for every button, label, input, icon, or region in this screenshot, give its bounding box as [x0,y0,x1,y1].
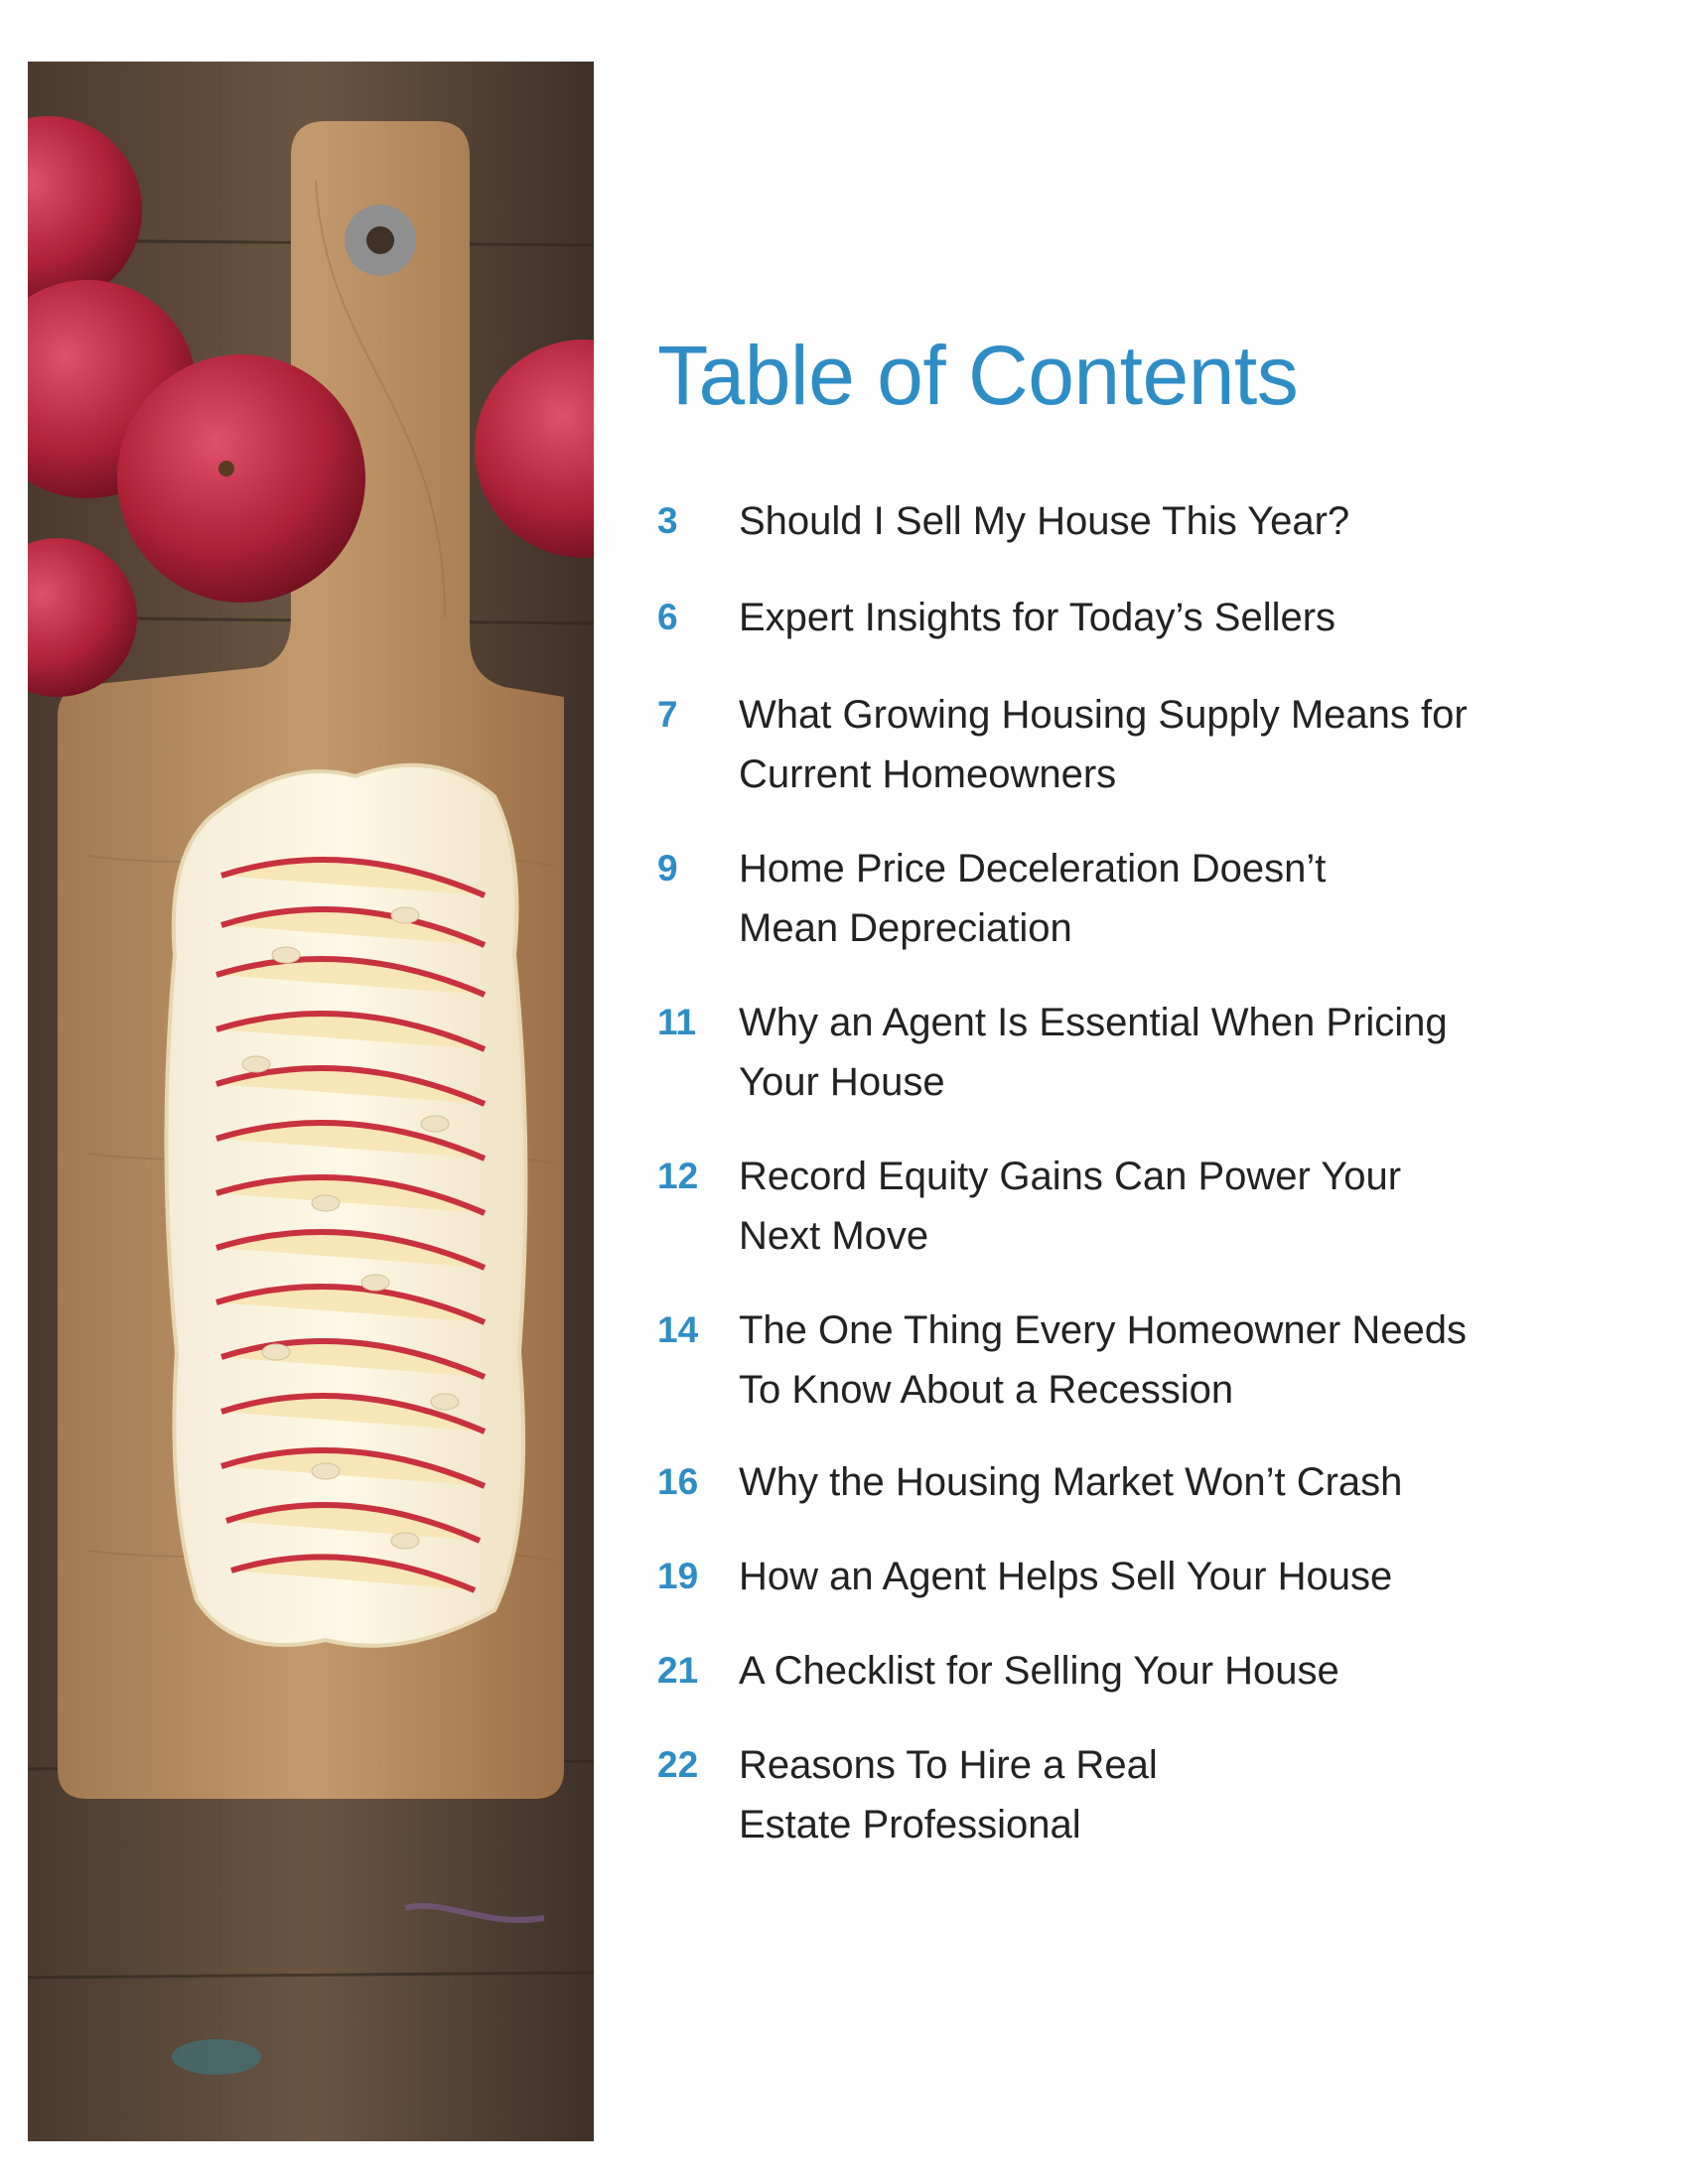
toc-page-number: 11 [657,1002,697,1042]
toc-entry-title [739,993,1448,1112]
toc-entry [657,1735,1551,1854]
toc-page-number: 16 [657,1461,699,1502]
toc-entry-title [739,588,1336,647]
toc-entry-title-line: What Growing Housing Supply Means for [739,693,1468,737]
toc-entry-title-line: Record Equity Gains Can Power Your [739,1155,1402,1198]
toc-entry-title-line: Mean Depreciation [739,906,1072,950]
toc-page-number: 9 [657,848,678,888]
toc-entry-title [739,1452,1402,1512]
toc-entry [657,1547,1551,1606]
toc-entry-title-line: Should I Sell My House This Year? [739,499,1350,543]
toc-entry-title [739,491,1349,551]
toc-entry-title [739,1735,1158,1854]
toc-entry-title-line: Reasons To Hire a Real [739,1743,1158,1787]
toc-page-number: 7 [657,694,678,735]
toc-entry-title [739,1641,1339,1701]
toc-page-number: 21 [657,1650,699,1691]
toc-entry [657,839,1551,958]
toc-page-number: 22 [657,1744,699,1785]
toc-entry-title [739,839,1326,958]
toc-entry-title [739,1547,1392,1606]
toc-entry-title-line: Expert Insights for Today’s Sellers [739,596,1336,639]
toc-entry [657,1641,1551,1701]
toc-entry [657,685,1551,804]
toc-entry [657,491,1551,551]
toc-entry-title-line: How an Agent Helps Sell Your House [739,1555,1393,1598]
toc-entry-title-line: To Know About a Recession [739,1368,1234,1412]
page-title: Table of Contents [657,329,1299,422]
toc-entry-title-line: Next Move [739,1214,929,1258]
toc-entry [657,1300,1551,1420]
toc-entry-title-line: The One Thing Every Homeowner Needs [739,1308,1467,1352]
toc-entry-title [739,1300,1467,1420]
toc-entry-title-line: Estate Professional [739,1803,1081,1846]
toc-entry [657,1147,1551,1266]
toc-entry-title-line: Why an Agent Is Essential When Pricing [739,1001,1448,1044]
toc-entry-title [739,1147,1401,1266]
toc-entry [657,588,1551,647]
toc-entry-title-line: A Checklist for Selling Your House [739,1649,1339,1693]
toc-page-number: 19 [657,1556,699,1596]
toc-entry-title-line: Your House [739,1060,945,1104]
toc-page-number: 3 [657,500,678,541]
toc-entry [657,1452,1551,1512]
toc-page-number: 14 [657,1309,699,1350]
toc-entry [657,993,1551,1112]
toc-entry-title [739,685,1468,804]
toc-entry-title-line: Why the Housing Market Won’t Crash [739,1460,1403,1504]
apple-tart-photo [28,62,594,2141]
toc-entry-title-line: Current Homeowners [739,752,1117,796]
apple-tart-illustration [28,62,594,2141]
toc-page-number: 12 [657,1156,699,1196]
toc-entry-title-line: Home Price Deceleration Doesn’t [739,847,1327,890]
toc-page-number: 6 [657,597,678,637]
